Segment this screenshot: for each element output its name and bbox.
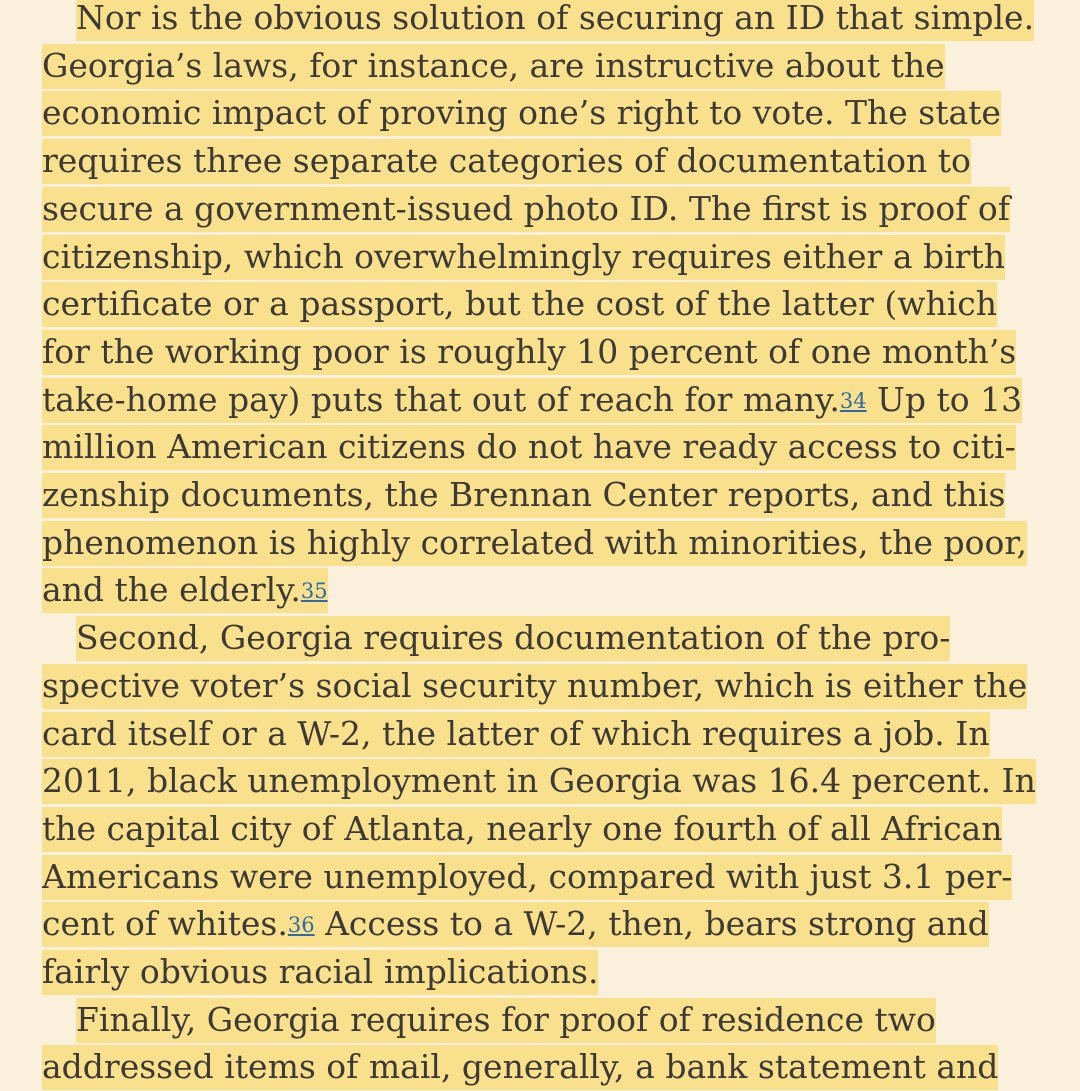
highlighted-text[interactable] (42, 44, 945, 89)
text-line (42, 900, 989, 948)
footnote-link[interactable]: 35 (300, 579, 328, 604)
text-line (76, 996, 936, 1044)
text-run: and the elderly. (42, 570, 301, 610)
text-line (76, 614, 950, 662)
text-line (42, 757, 1036, 805)
highlighted-text[interactable] (42, 282, 997, 327)
footnote-link[interactable]: 34 (839, 388, 867, 413)
text-line (42, 137, 971, 185)
highlighted-text[interactable] (42, 807, 1002, 852)
highlighted-text[interactable] (42, 235, 1005, 280)
text-run: Georgia’s laws, for instance, are instructive about the (42, 45, 945, 85)
highlighted-text[interactable] (42, 902, 989, 947)
text-run: Americans were unemployed, compared with just 3.1 per- (42, 856, 1013, 896)
highlighted-text[interactable] (42, 664, 1027, 709)
text-line (76, 0, 1034, 42)
text-line (42, 42, 945, 90)
text-run: 2011, black unemployment in Georgia was 16.4 percent. In (42, 761, 1036, 801)
text-line (42, 233, 1005, 281)
highlighted-text[interactable] (42, 950, 598, 995)
text-run: zenship documents, the Brennan Center reports, and this (42, 475, 1006, 514)
text-run: certificate or a passport, but the cost of the latter (which (42, 284, 998, 324)
text-line (42, 280, 997, 328)
text-run: Finally, Georgia requires for proof of residence two (76, 999, 936, 1039)
highlighted-text[interactable] (42, 521, 1027, 566)
text-run: the capital city of Atlanta, nearly one fourth of all African (42, 808, 1003, 848)
footnote-link[interactable]: 36 (287, 913, 315, 938)
text-run: requires three separate categories of documentation to (42, 141, 971, 181)
text-run: Up to 13 (866, 379, 1023, 419)
text-line (42, 853, 1012, 901)
text-line (42, 423, 1016, 471)
text-line (42, 948, 598, 996)
text-run: spective voter’s social security number, which is either the (42, 665, 1028, 705)
highlighted-text[interactable] (42, 712, 990, 757)
text-run: fairly obvious racial implications. (42, 952, 599, 991)
text-run: phenomenon is highly correlated with minorities, the poor, (42, 522, 1028, 562)
highlighted-text[interactable] (42, 330, 1016, 375)
text-line (42, 519, 1027, 567)
text-run: addressed items of mail, generally, a bank statement and (42, 1047, 999, 1087)
text-line (42, 471, 1005, 519)
text-line (42, 185, 1010, 233)
highlighted-text[interactable] (42, 473, 1005, 518)
text-run: economic impact of proving one’s right to vote. The state (42, 93, 1001, 133)
text-line (42, 566, 328, 614)
highlighted-text[interactable] (42, 425, 1016, 470)
text-line (42, 710, 990, 758)
text-run: Second, Georgia requires documentation of the pro- (76, 618, 951, 658)
text-line (42, 662, 1027, 710)
highlighted-text[interactable] (42, 568, 328, 613)
highlighted-text[interactable] (42, 187, 1010, 232)
text-run: million American citizens do not have ready access to citi- (42, 427, 1016, 467)
text-run: citizenship, which overwhelmingly requires either a birth (42, 236, 1005, 276)
text-run: cent of whites. (42, 904, 288, 944)
text-line (42, 328, 1016, 376)
text-line (42, 376, 1022, 424)
text-line (42, 1043, 998, 1091)
highlighted-text[interactable] (76, 0, 1034, 41)
text-run: secure a government-issued photo ID. The first is proof of (42, 188, 1010, 228)
highlighted-text[interactable] (42, 139, 971, 184)
text-run: for the working poor is roughly 10 percent of one month’s (42, 331, 1017, 371)
highlighted-text[interactable] (42, 1045, 998, 1090)
highlighted-text[interactable] (42, 378, 1022, 423)
text-run: Access to a W-2, then, bears strong and (314, 904, 989, 944)
text-line (42, 805, 1002, 853)
text-line (42, 89, 1001, 137)
highlighted-text[interactable] (42, 759, 1036, 804)
highlighted-text[interactable] (76, 616, 950, 661)
text-run: Nor is the obvious solution of securing an ID that simple. (76, 0, 1035, 37)
text-run: card itself or a W-2, the latter of which requires a job. In (42, 713, 990, 753)
text-run: take-home pay) puts that out of reach for many. (42, 379, 840, 419)
highlighted-text[interactable] (42, 91, 1001, 136)
highlighted-text[interactable] (42, 855, 1012, 900)
highlighted-text[interactable] (76, 998, 936, 1043)
